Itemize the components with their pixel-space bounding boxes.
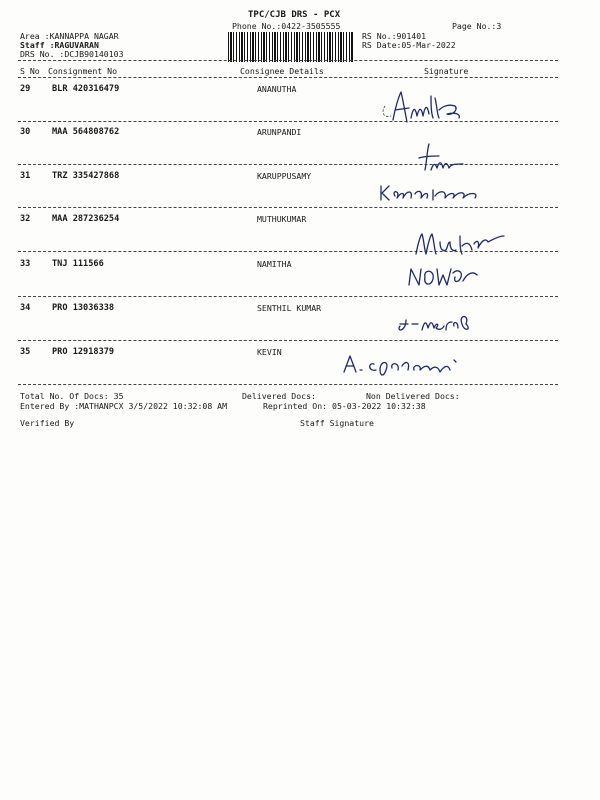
row-consignee: ARUNPANDI	[257, 127, 302, 137]
row-consignee: SENTHIL KUMAR	[257, 303, 322, 313]
table-row	[0, 347, 600, 367]
row-divider	[18, 121, 558, 122]
col-consignment: Consignment No	[48, 66, 118, 76]
delivered-docs: Delivered Docs:	[242, 391, 316, 401]
row-consignee: MUTHUKUMAR	[257, 214, 307, 224]
row-consignment: TRZ 335427868	[52, 171, 120, 181]
row-consignee: ANANUTHA	[257, 84, 297, 94]
signature-ananutha	[355, 88, 475, 138]
staff-signature: Staff Signature	[300, 418, 374, 428]
total-docs: Total No. Of Docs: 35	[20, 391, 124, 401]
row-divider	[18, 296, 558, 297]
drs-number: DRS No. :DCJB90140103	[20, 49, 124, 59]
table-row	[0, 127, 600, 147]
row-consignee: KARUPPUSAMY	[257, 171, 312, 181]
row-consignment: BLR 420316479	[52, 84, 120, 94]
signature-namitha	[405, 263, 485, 293]
header-bottom-divider	[18, 77, 558, 78]
row-consignee: KEVIN	[257, 347, 282, 357]
table-row	[0, 171, 600, 191]
row-sno: 34	[20, 303, 31, 313]
document-title: TPC/CJB DRS - PCX	[248, 10, 341, 20]
table-row	[0, 214, 600, 234]
signature-arunpandi	[405, 140, 475, 180]
table-bottom-divider	[18, 384, 558, 385]
row-divider	[18, 340, 558, 341]
row-consignee: NAMITHA	[257, 259, 292, 269]
row-sno: 33	[20, 259, 31, 269]
rs-date: RS Date:05-Mar-2022	[362, 40, 456, 50]
signature-karuppusamy	[375, 178, 495, 208]
signature-muthukumar	[408, 226, 508, 262]
entered-by: Entered By :MATHANPCX 3/5/2022 10:32:08 AM	[20, 401, 228, 411]
page-number: Page No.:3	[452, 21, 502, 31]
row-divider	[18, 164, 558, 165]
area-label: Area :KANNAPPA NAGAR	[20, 31, 119, 41]
row-consignment: MAA 564808762	[52, 127, 120, 137]
row-sno: 30	[20, 127, 31, 137]
col-sno: S No	[20, 66, 40, 76]
table-row	[0, 303, 600, 323]
row-consignment: PRO 12918379	[52, 347, 115, 357]
rs-number: RS No.:901401	[362, 31, 427, 41]
signature-kevin	[340, 350, 480, 380]
staff-label: Staff :RAGUVARAN	[20, 40, 99, 50]
verified-by: Verified By	[20, 418, 75, 428]
col-signature: Signature	[424, 66, 469, 76]
row-consignment: MAA 287236254	[52, 214, 120, 224]
phone-number: Phone No.:0422-3505555	[232, 21, 341, 31]
signature-senthil-kumar	[392, 308, 482, 338]
row-consignment: TNJ 111566	[52, 259, 104, 269]
col-consignee: Consignee Details	[240, 66, 324, 76]
row-sno: 31	[20, 171, 31, 181]
table-row	[0, 84, 600, 104]
row-sno: 35	[20, 347, 31, 357]
row-sno: 32	[20, 214, 31, 224]
non-delivered-docs: Non Delivered Docs:	[366, 391, 460, 401]
reprinted-on: Reprinted On: 05-03-2022 10:32:38	[263, 401, 426, 411]
row-consignment: PRO 13036338	[52, 303, 115, 313]
row-sno: 29	[20, 84, 31, 94]
header-top-divider	[18, 60, 558, 61]
barcode	[228, 32, 354, 62]
table-row	[0, 259, 600, 279]
